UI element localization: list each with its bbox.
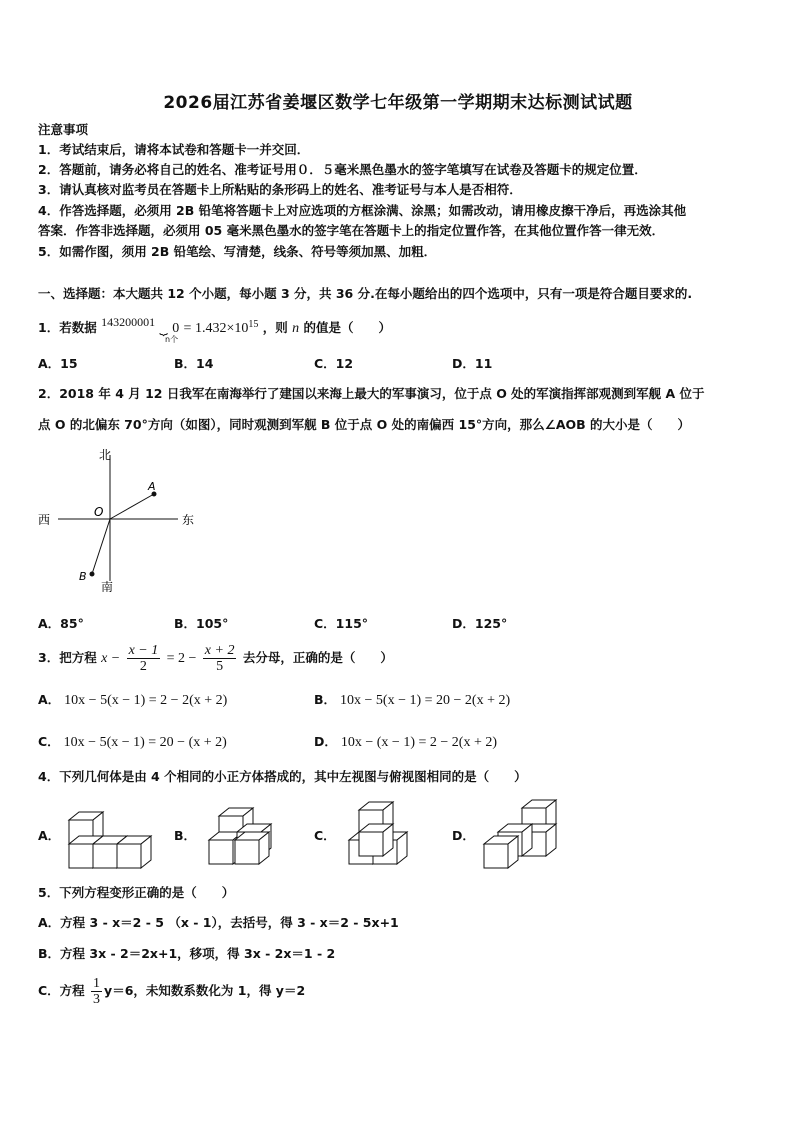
q2-option-b: B．105° bbox=[174, 616, 229, 631]
question-3 bbox=[38, 640, 393, 677]
q1-prefix: 1．若数据 bbox=[38, 320, 97, 336]
q3-option-c: C． 10x − 5(x − 1) = 20 − (x + 2) bbox=[38, 734, 227, 750]
q3-fraction-2 bbox=[203, 643, 237, 674]
q2-option-d: D．125° bbox=[452, 616, 508, 631]
q3-suffix: 去分母，正确的是（ ） bbox=[242, 650, 393, 665]
q3-fraction-1 bbox=[127, 643, 161, 674]
notice-item-3: 3．请认真核对监考员在答题卡上所粘贴的条形码上的姓名、准考证号与本人是否相符． bbox=[38, 182, 522, 197]
q5-option-c: C．方程 $\frac{1}{3}$ y＝6，未知数系数化为 1，得 y＝2 bbox=[38, 976, 306, 1007]
q3-option-d-eq: 10x − (x − 1) = 2 − 2(x + 2) bbox=[340, 735, 498, 750]
cube bbox=[359, 824, 393, 856]
label-north: 北 bbox=[99, 448, 112, 462]
q1-zeros: 0 bbox=[172, 321, 180, 337]
q1-eq: = 1.432×10 bbox=[183, 321, 249, 337]
q3-option-b: B． 10x − 5(x − 1) = 20 − 2(x + 2) bbox=[314, 692, 511, 708]
q3-option-b-eq: 10x − 5(x − 1) = 20 − 2(x + 2) bbox=[340, 693, 511, 708]
ray-ob bbox=[92, 519, 110, 574]
q4-figures bbox=[38, 795, 598, 875]
compass-figure bbox=[28, 443, 218, 598]
q1-option-d: D．11 bbox=[452, 356, 493, 371]
q1-option-a: A．15 bbox=[38, 356, 78, 371]
label-a: A bbox=[148, 480, 156, 493]
q3-option-c-eq: 10x − 5(x − 1) = 20 − (x + 2) bbox=[63, 735, 227, 750]
q2-line1: 2．2018 年 4 月 12 日我军在南海举行了建国以来海上最大的军事演习，位于点 O 处的军演指挥部观测到军舰 A 位于 bbox=[38, 386, 705, 401]
point-b bbox=[90, 572, 95, 577]
label-o: O bbox=[94, 505, 104, 519]
q3-f2-numerator: x + 2 bbox=[204, 643, 235, 658]
q5-option-a: A．方程 3 - x＝2 - 5 （x - 1），去括号，得 3 - x＝2 - 5x+1 bbox=[38, 915, 399, 930]
q2-line2: 点 O 的北偏东 70°方向（如图），同时观测到军舰 B 位于点 O 处的南偏西 15°方向，那么∠AOB 的大小是（ ） bbox=[38, 417, 691, 432]
q4-label-b: B． bbox=[174, 828, 197, 843]
q1-suffix: ，则 bbox=[262, 320, 288, 336]
q3-mid: = 2 − bbox=[166, 651, 197, 666]
q5-c-fraction: $\frac{1}{3}$ bbox=[93, 976, 101, 1007]
notice-item-1: 1．考试结束后，请将本试卷和答题卡一并交回． bbox=[38, 142, 310, 157]
cube bbox=[117, 836, 151, 868]
q3-f1-numerator: x − 1 bbox=[128, 643, 159, 658]
q5-option-b: B．方程 3x - 2＝2x+1，移项，得 3x - 2x＝1 - 2 bbox=[38, 946, 336, 961]
question-1: 1．若数据 143200001 ⏟ $0 = 1.432\times 10^{15}$ ，则 n 的值是（ ） bbox=[38, 315, 391, 337]
q5-text: 5．下列方程变形正确的是（ ） bbox=[38, 885, 235, 900]
notice-item-2: 2．答题前，请务必将自己的姓名、准考证号用０．５毫米黑色墨水的签字笔填写在试卷及答题卡的规定位置． bbox=[38, 162, 647, 177]
q4-label-a: A． bbox=[38, 828, 61, 843]
q4-text: 4．下列几何体是由 4 个相同的小正方体搭成的，其中左视图与俯视图相同的是（ ） bbox=[38, 769, 527, 784]
q1-number: 143200001 bbox=[101, 315, 156, 330]
q3-f2-denominator: 5 bbox=[216, 659, 224, 674]
q1-suffix2: 的值是（ ） bbox=[303, 320, 391, 336]
label-west: 西 bbox=[38, 513, 51, 527]
page-title: 2026届江苏省姜堰区数学七年级第一学期期末达标测试试题 bbox=[163, 93, 633, 113]
q2-option-a: A．85° bbox=[38, 616, 84, 631]
q1-option-c: C．12 bbox=[314, 356, 354, 371]
q4-label-c: C． bbox=[314, 828, 336, 843]
cube bbox=[235, 832, 269, 864]
section-heading: 一、选择题：本大题共 12 个小题，每小题 3 分，共 36 分.在每小题给出的四个选项中，只有一项是符合题目要求的. bbox=[38, 286, 693, 301]
q3-x: x − bbox=[101, 651, 121, 666]
q2-option-c: C．115° bbox=[314, 616, 369, 631]
q3-f1-denominator: 2 bbox=[139, 659, 147, 674]
ray-oa bbox=[110, 494, 154, 519]
q1-option-b: B．14 bbox=[174, 356, 214, 371]
notice-heading: 注意事项 bbox=[38, 122, 89, 137]
notice-item-4: 4．作答选择题，必须用 2B 铅笔将答题卡上对应选项的方框涂满、涂黑；如需改动，请用橡皮擦干净后，再选涂其他 bbox=[38, 203, 687, 218]
label-b: B bbox=[79, 570, 87, 583]
q1-exp: 15 bbox=[248, 319, 259, 330]
cube bbox=[484, 836, 518, 868]
q1-under-label: n个 bbox=[165, 335, 179, 344]
q1-var: n bbox=[292, 321, 300, 337]
q4-label-d: D． bbox=[452, 828, 475, 843]
q3-prefix: 3．把方程 bbox=[38, 650, 97, 665]
q3-option-d: D． 10x − (x − 1) = 2 − 2(x + 2) bbox=[314, 734, 498, 750]
label-east: 东 bbox=[182, 513, 195, 527]
notice-item-5: 5．如需作图，须用 2B 铅笔绘、写清楚，线条、符号等须加黑、加粗． bbox=[38, 244, 437, 259]
q3-option-a-eq: 10x − 5(x − 1) = 2 − 2(x + 2) bbox=[64, 693, 228, 708]
notice-item-4-cont: 答案．作答非选择题，必须用 05 毫米黑色墨水的签字笔在答题卡上的指定位置作答，在其他位置作答一律无效． bbox=[38, 223, 665, 238]
label-south: 南 bbox=[101, 580, 114, 594]
q3-option-a: A． 10x − 5(x − 1) = 2 − 2(x + 2) bbox=[38, 692, 228, 708]
